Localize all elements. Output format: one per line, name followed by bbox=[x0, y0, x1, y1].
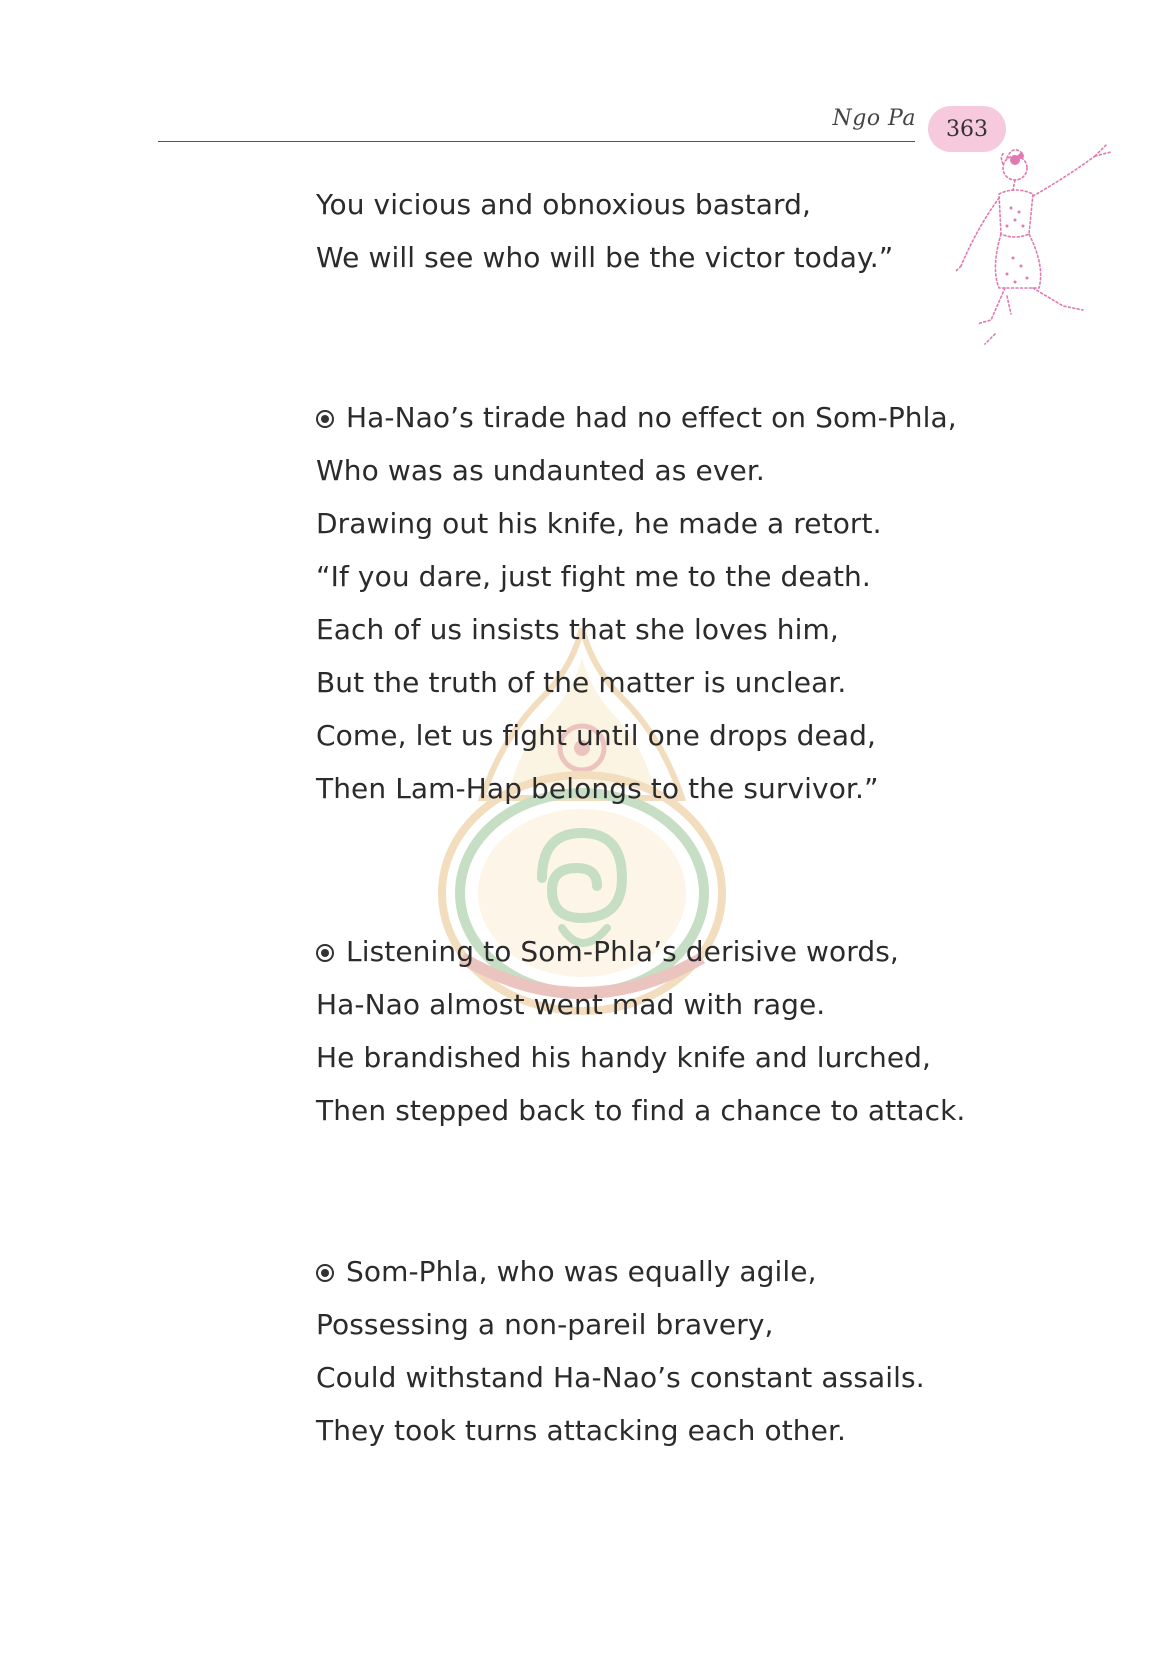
circled-dot-icon bbox=[316, 410, 334, 428]
verse-line: But the truth of the matter is unclear. bbox=[316, 666, 847, 699]
verse-line-text: Ha-Nao’s tirade had no effect on Som-Phla, bbox=[346, 401, 957, 434]
dancer-illustration bbox=[955, 138, 1123, 348]
verse-line: We will see who will be the victor today.” bbox=[316, 241, 894, 274]
verse-line: Then Lam-Hap belongs to the survivor.” bbox=[316, 772, 879, 805]
running-header-title: Ngo Pa bbox=[832, 106, 916, 131]
verse-line-text: Listening to Som-Phla’s derisive words, bbox=[346, 935, 899, 968]
verse-line: Who was as undaunted as ever. bbox=[316, 454, 765, 487]
verse-line: “If you dare, just fight me to the death. bbox=[316, 560, 871, 593]
verse-line: Each of us insists that she loves him, bbox=[316, 613, 839, 646]
header-rule bbox=[158, 141, 915, 142]
verse-line-first bbox=[316, 925, 965, 978]
circled-dot-icon bbox=[316, 944, 334, 962]
verse-line: Ha-Nao almost went mad with rage. bbox=[316, 988, 826, 1021]
stanza bbox=[316, 925, 965, 1137]
verse-line: You vicious and obnoxious bastard, bbox=[316, 188, 812, 221]
verse-line: Possessing a non-pareil bravery, bbox=[316, 1308, 774, 1341]
stanza bbox=[316, 178, 893, 284]
verse-line: He brandished his handy knife and lurched, bbox=[316, 1041, 932, 1074]
verse-line: Could withstand Ha-Nao’s constant assails. bbox=[316, 1361, 925, 1394]
verse-line-text: Som-Phla, who was equally agile, bbox=[346, 1255, 817, 1288]
stanza bbox=[316, 391, 957, 815]
verse-line: Drawing out his knife, he made a retort. bbox=[316, 507, 882, 540]
verse-line: Come, let us fight until one drops dead, bbox=[316, 719, 876, 752]
verse-line: They took turns attacking each other. bbox=[316, 1414, 847, 1447]
stanza bbox=[316, 1245, 925, 1457]
verse-line-first bbox=[316, 1245, 925, 1298]
circled-dot-icon bbox=[316, 1264, 334, 1282]
page-number: 363 bbox=[946, 116, 988, 142]
verse-line-first bbox=[316, 391, 957, 444]
verse-line: Then stepped back to find a chance to attack. bbox=[316, 1094, 966, 1127]
